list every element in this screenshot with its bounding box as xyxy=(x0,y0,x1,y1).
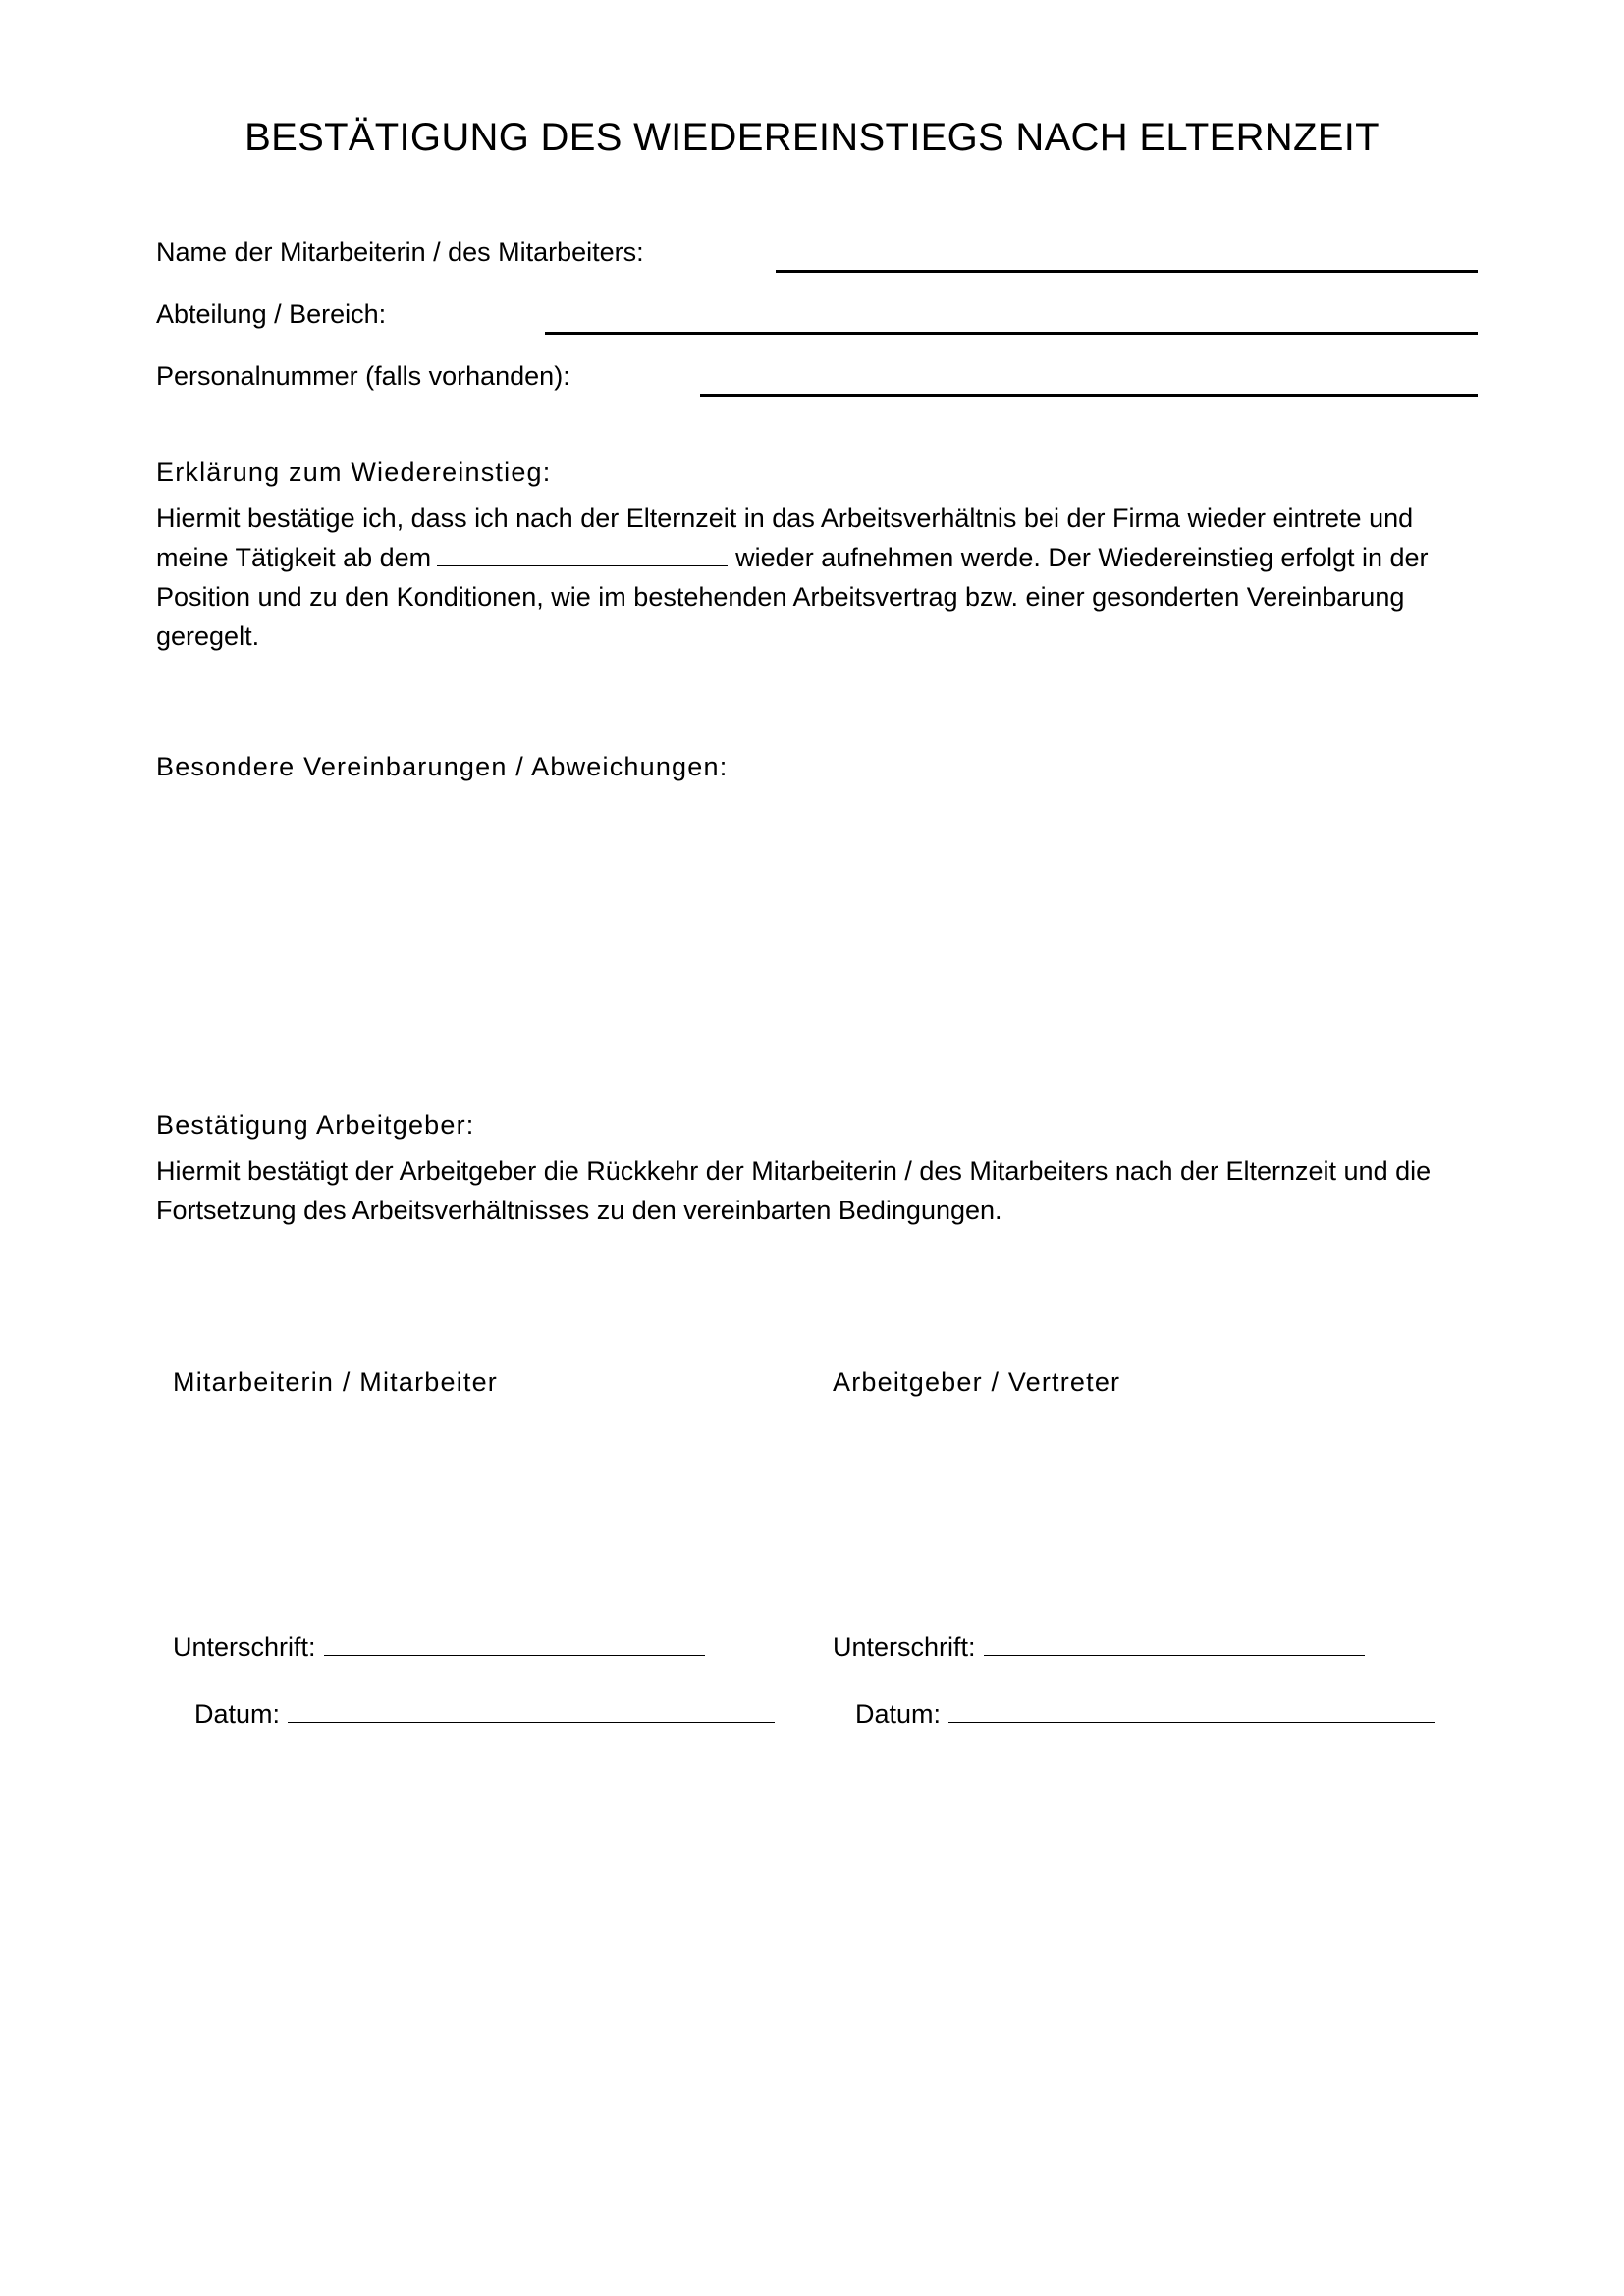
employer-confirmation-line-1: Hiermit bestätigt der Arbeitgeber die Rückkehr der Mitarbeiterin / des Mitarbeiters nach der Elternzeit und die xyxy=(156,1156,1432,1186)
employee-signature-row xyxy=(173,1629,705,1663)
employer-date-field[interactable] xyxy=(948,1696,1435,1723)
employer-confirmation-heading: Bestätigung Arbeitgeber: xyxy=(156,1110,475,1140)
special-agreements-heading: Besondere Vereinbarungen / Abweichungen: xyxy=(156,752,729,781)
department-field[interactable] xyxy=(545,332,1478,335)
employee-signature-heading: Mitarbeiterin / Mitarbeiter xyxy=(173,1367,498,1397)
declaration-line-4: geregelt. xyxy=(156,621,260,651)
declaration-heading: Erklärung zum Wiedereinstieg: xyxy=(156,457,552,487)
employee-date-row xyxy=(194,1696,775,1730)
department-label: Abteilung / Bereich: xyxy=(156,299,387,329)
employer-date-row xyxy=(855,1696,1435,1730)
employer-signature-label: Unterschrift: xyxy=(833,1632,976,1662)
employer-signature-row xyxy=(833,1629,1365,1663)
employee-name-field[interactable] xyxy=(776,270,1478,273)
declaration-line-1: Hiermit bestätige ich, dass ich nach der Elternzeit in das Arbeitsverhältnis bei der Firma wieder eintrete und xyxy=(156,504,1414,533)
declaration-line-2 xyxy=(156,538,1491,577)
employee-date-label: Datum: xyxy=(194,1699,281,1729)
declaration-line-3: Position und zu den Konditionen, wie im bestehenden Arbeitsvertrag bzw. einer gesonderten Vereinbarung xyxy=(156,582,1405,612)
employer-date-label: Datum: xyxy=(855,1699,942,1729)
employee-date-field[interactable] xyxy=(288,1696,775,1723)
personnel-number-label: Personalnummer (falls vorhanden): xyxy=(156,361,570,391)
page-title: BESTÄTIGUNG DES WIEDEREINSTIEGS NACH ELTERNZEIT xyxy=(244,116,1380,159)
employer-confirmation-paragraph xyxy=(156,1151,1491,1230)
employee-name-label: Name der Mitarbeiterin / des Mitarbeiters: xyxy=(156,238,644,267)
declaration-line-2-end: wieder aufnehmen werde. Der Wiedereinstieg erfolgt in der xyxy=(735,543,1429,572)
employer-signature-field[interactable] xyxy=(984,1629,1365,1656)
employer-confirmation-line-2: Fortsetzung des Arbeitsverhältnisses zu den vereinbarten Bedingungen. xyxy=(156,1196,1002,1225)
employer-signature-heading: Arbeitgeber / Vertreter xyxy=(833,1367,1121,1397)
declaration-paragraph xyxy=(156,499,1491,656)
declaration-line-2-start: meine Tätigkeit ab dem xyxy=(156,543,432,572)
return-date-field[interactable] xyxy=(437,540,728,566)
employee-signature-label: Unterschrift: xyxy=(173,1632,316,1662)
employee-signature-field[interactable] xyxy=(324,1629,705,1656)
personnel-number-field[interactable] xyxy=(700,394,1478,397)
